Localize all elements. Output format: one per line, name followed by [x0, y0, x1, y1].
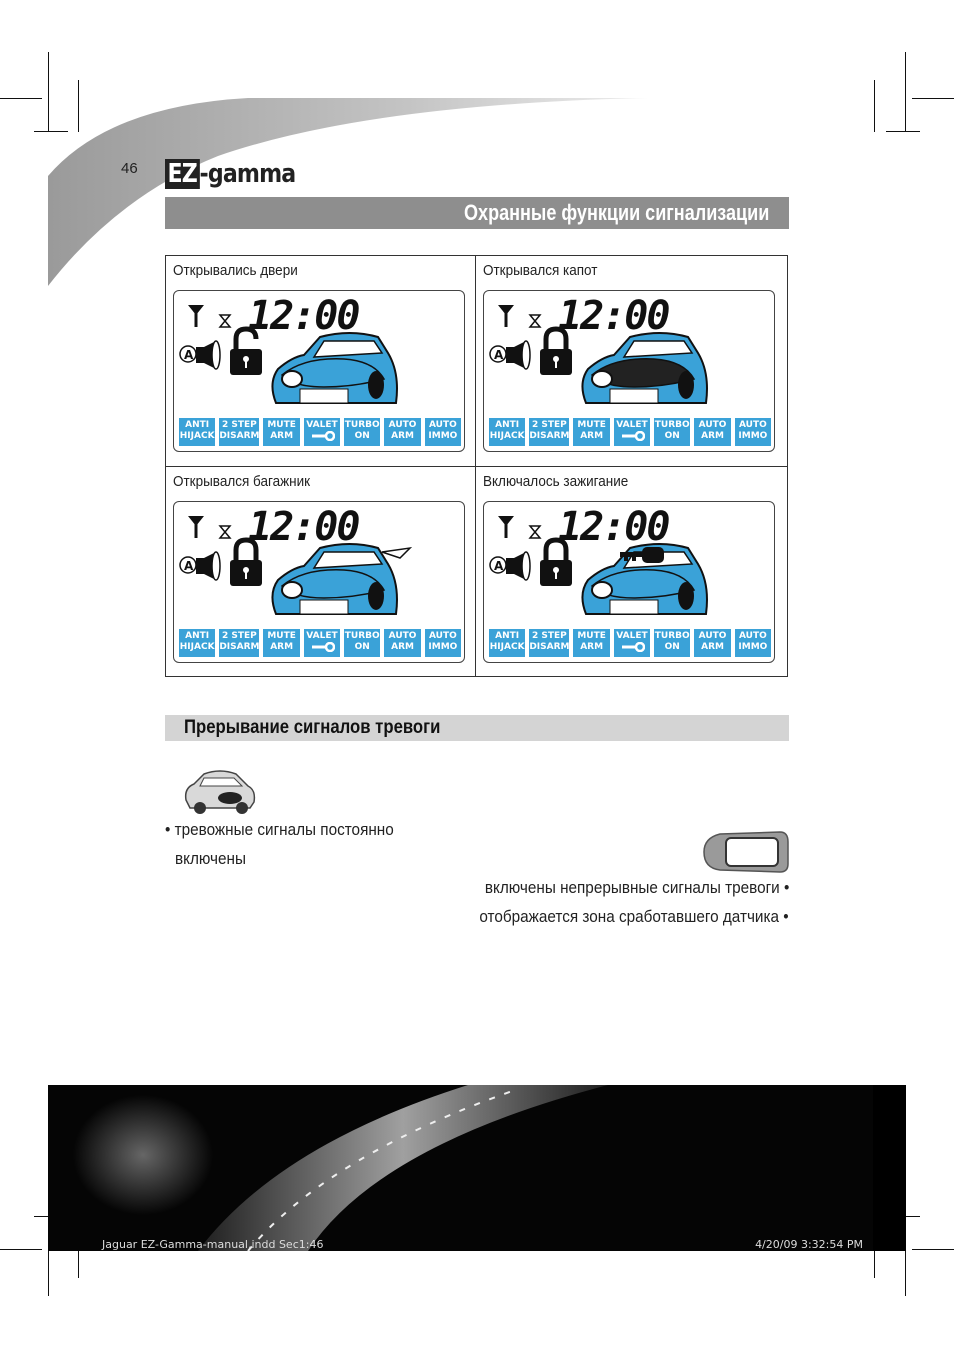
lcd-function-line1: AUTO: [428, 420, 457, 430]
lcd-function-tile: [304, 418, 340, 446]
footer-timestamp: 4/20/09 3:32:54 PM: [755, 1238, 863, 1251]
lcd-function-line1: AUTO: [698, 631, 727, 641]
lcd-function-row: [179, 418, 461, 446]
indicator-cell: [166, 256, 476, 466]
lcd-function-tile: [614, 418, 650, 446]
lcd-function-tile: [425, 629, 461, 657]
lcd-function-line1: MUTE: [267, 631, 296, 641]
lcd-function-tile: [489, 418, 525, 446]
indicator-cell: [476, 467, 786, 677]
fob-description-line: включены непрерывные сигналы тревоги •: [484, 878, 789, 897]
lcd-function-line1: TURBO: [344, 631, 380, 641]
subsection-header-bar: [165, 715, 789, 741]
lcd-function-tile: [529, 629, 569, 657]
auto-a-icon: [180, 557, 196, 573]
auto-a-icon: [490, 557, 506, 573]
lcd-function-tile: [219, 629, 259, 657]
key-fob-icon: [700, 828, 790, 876]
lcd-function-row: [179, 629, 461, 657]
lcd-function-tile: [735, 418, 771, 446]
wrench-icon: [304, 642, 340, 656]
lcd-function-tile: [694, 629, 730, 657]
lcd-function-line1: ANTI: [495, 631, 520, 641]
lcd-function-line2: HIJACK: [489, 431, 525, 441]
lcd-function-tile: [344, 418, 380, 446]
lcd-function-line1: 2 STEP: [222, 420, 257, 430]
logo-gamma: -gamma: [199, 159, 296, 189]
svg-text:A: A: [184, 348, 194, 362]
lcd-display: [173, 290, 465, 452]
crop-mark: [886, 131, 920, 132]
lcd-function-line2: ARM: [701, 642, 724, 652]
indicator-cell: [166, 467, 476, 677]
lcd-clock: 12:00: [248, 293, 359, 339]
lcd-function-line2: DISARM: [219, 642, 260, 652]
lcd-function-line1: 2 STEP: [222, 631, 257, 641]
svg-text:A: A: [494, 559, 504, 573]
lcd-function-line2: IMMO: [738, 642, 768, 652]
lcd-function-line1: ANTI: [185, 420, 210, 430]
section-header-bar: [165, 197, 789, 229]
lcd-function-line1: 2 STEP: [532, 420, 567, 430]
lcd-function-tile: [694, 418, 730, 446]
lcd-function-line1: VALET: [616, 631, 648, 641]
lcd-function-tile: [573, 629, 609, 657]
page-number: 46: [121, 160, 138, 177]
lcd-function-line1: AUTO: [738, 631, 767, 641]
lcd-function-tile: [219, 418, 259, 446]
lcd-function-line1: VALET: [306, 420, 338, 430]
siren-icon: [506, 552, 530, 580]
lcd-function-tile: [179, 418, 215, 446]
lcd-function-line1: TURBO: [654, 420, 690, 430]
indicator-cell: [476, 256, 786, 466]
wrench-icon: [614, 642, 650, 656]
lcd-function-line1: AUTO: [388, 631, 417, 641]
svg-text:A: A: [184, 559, 194, 573]
footer-road-graphic: [48, 1085, 906, 1251]
hourglass-icon: [530, 315, 540, 327]
lcd-function-tile: [529, 418, 569, 446]
lcd-display: [173, 501, 465, 663]
lcd-function-line1: VALET: [616, 420, 648, 430]
lcd-function-line1: ANTI: [185, 631, 210, 641]
lcd-function-line2: ON: [354, 642, 370, 652]
indicator-grid: [165, 255, 788, 677]
antenna-icon: [188, 305, 204, 327]
lcd-function-line1: VALET: [306, 631, 338, 641]
lcd-function-line1: AUTO: [698, 420, 727, 430]
lcd-function-line2: ON: [664, 431, 680, 441]
lcd-function-line2: ARM: [580, 431, 604, 441]
lcd-function-line2: ARM: [391, 642, 414, 652]
lcd-function-line1: ANTI: [495, 420, 520, 430]
car-body-icon: [272, 333, 397, 403]
indicator-label: Включалось зажигание: [483, 473, 629, 490]
lcd-function-line2: ARM: [270, 431, 294, 441]
wrench-icon: [614, 431, 650, 445]
lcd-function-tile: [654, 629, 690, 657]
lcd-function-tile: [384, 418, 420, 446]
lcd-function-line2: DISARM: [529, 642, 570, 652]
crop-mark: [874, 80, 875, 132]
lcd-function-tile: [263, 629, 299, 657]
lcd-clock: 12:00: [558, 293, 669, 339]
lcd-function-tile: [304, 629, 340, 657]
lcd-function-line2: DISARM: [529, 431, 570, 441]
lcd-clock: 12:00: [248, 504, 359, 550]
lcd-function-line1: 2 STEP: [532, 631, 567, 641]
lcd-function-line2: ON: [664, 642, 680, 652]
car-description-line: • тревожные сигналы постоянно: [165, 820, 394, 839]
crop-mark: [0, 1249, 42, 1250]
indicator-label: Открывался багажник: [173, 473, 311, 490]
lcd-function-tile: [614, 629, 650, 657]
lcd-function-line2: ARM: [580, 642, 604, 652]
lcd-function-line1: TURBO: [654, 631, 690, 641]
fob-description-line: отображается зона сработавшего датчика •: [479, 907, 789, 926]
siren-icon: [196, 341, 220, 369]
lcd-function-row: [489, 629, 771, 657]
footer-image-band: [48, 1085, 906, 1251]
crop-mark: [905, 52, 906, 132]
lcd-function-line1: AUTO: [388, 420, 417, 430]
wrench-icon: [304, 431, 340, 445]
car-body-icon: [272, 544, 397, 614]
auto-a-icon: [180, 346, 196, 362]
lcd-function-line2: ARM: [701, 431, 724, 441]
brand-logo: [165, 159, 295, 189]
lcd-function-line1: MUTE: [577, 420, 606, 430]
lcd-display: [483, 290, 775, 452]
lcd-function-line1: MUTE: [267, 420, 296, 430]
lcd-function-line2: IMMO: [738, 431, 768, 441]
car-alarm-icon: [180, 768, 260, 816]
lcd-function-tile: [263, 418, 299, 446]
auto-a-icon: [490, 346, 506, 362]
siren-icon: [506, 341, 530, 369]
lcd-function-line2: ON: [354, 431, 370, 441]
siren-icon: [196, 552, 220, 580]
lcd-function-line2: ARM: [270, 642, 294, 652]
svg-text:A: A: [494, 348, 504, 362]
lcd-function-line2: DISARM: [219, 431, 260, 441]
lcd-function-line1: MUTE: [577, 631, 606, 641]
car-body-icon: [582, 333, 707, 403]
lcd-function-tile: [573, 418, 609, 446]
lcd-function-line2: ARM: [391, 431, 414, 441]
lcd-function-line1: AUTO: [738, 420, 767, 430]
lcd-function-tile: [344, 629, 380, 657]
logo-ez: EZ: [165, 159, 200, 189]
indicator-label: Открывались двери: [173, 262, 298, 279]
lcd-function-line1: TURBO: [344, 420, 380, 430]
car-description-line: включены: [175, 849, 246, 868]
hourglass-icon: [220, 315, 230, 327]
lcd-display: [483, 501, 775, 663]
lcd-function-tile: [179, 629, 215, 657]
subsection-title: Прерывание сигналов тревоги: [184, 717, 441, 738]
hourglass-icon: [220, 526, 230, 538]
lcd-function-line2: IMMO: [428, 642, 458, 652]
lcd-function-line1: AUTO: [428, 631, 457, 641]
lcd-function-line2: IMMO: [428, 431, 458, 441]
lcd-function-row: [489, 418, 771, 446]
lcd-clock: 12:00: [558, 504, 669, 550]
antenna-icon: [188, 516, 204, 538]
lcd-function-line2: HIJACK: [179, 431, 215, 441]
crop-mark: [912, 1249, 954, 1250]
lcd-function-tile: [384, 629, 420, 657]
hourglass-icon: [530, 526, 540, 538]
lcd-function-tile: [654, 418, 690, 446]
antenna-icon: [498, 305, 514, 327]
indicator-label: Открывался капот: [483, 262, 598, 279]
footer-file-slug: Jaguar EZ-Gamma-manual.indd Sec1:46: [102, 1238, 324, 1251]
lcd-function-tile: [425, 418, 461, 446]
crop-mark: [0, 98, 42, 99]
lcd-function-line2: HIJACK: [489, 642, 525, 652]
crop-mark: [912, 98, 954, 99]
lcd-function-tile: [735, 629, 771, 657]
antenna-icon: [498, 516, 514, 538]
lcd-function-tile: [489, 629, 525, 657]
section-title: Охранные функции сигнализации: [463, 200, 769, 225]
lcd-function-line2: HIJACK: [179, 642, 215, 652]
